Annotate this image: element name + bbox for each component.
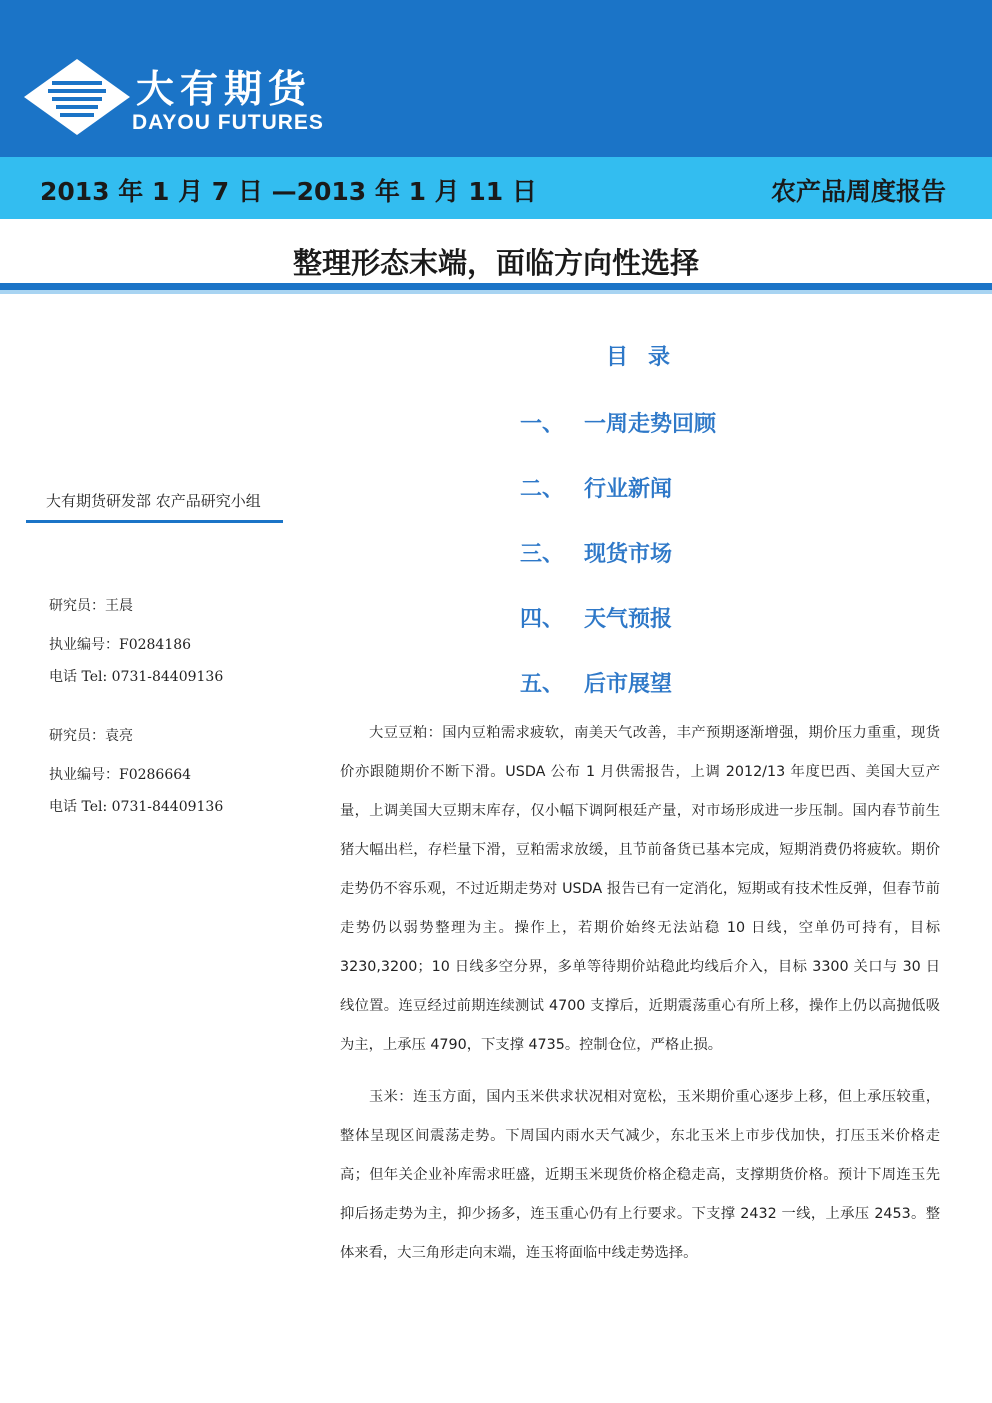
title-divider-light [0,290,992,294]
researcher-phone: 电话 Tel: 0731-84409136 [49,799,224,815]
toc-item-label: 一周走势回顾 [584,412,717,437]
toc-item[interactable] [520,602,672,633]
toc-item-label: 天气预报 [584,607,673,632]
toc-item-number: 一、 [520,412,565,437]
researcher-license: 执业编号：F0286664 [49,767,192,783]
title-divider [0,283,992,290]
toc-item[interactable] [520,537,672,568]
toc-item[interactable] [520,472,672,503]
toc-item[interactable] [520,407,716,438]
toc-item-number: 五、 [520,672,565,697]
logo-english-name: DAYOU FUTURES [132,111,324,134]
department-divider [26,520,283,523]
toc-item-label: 后市展望 [584,672,673,697]
toc-item[interactable] [520,667,672,698]
toc-item-label: 现货市场 [584,542,673,567]
soybean-analysis-paragraph: 大豆豆粕：国内豆粕需求疲软，南美天气改善，丰产预期逐渐增强，期价压力重重，现货价亦跟随期价不断下滑。USDA 公布 1 月供需报告，上调 2012/13 年度巴西、美国大豆产量，上调美国大豆期末库存，仅小幅下调阿根廷产量，对市场形成进一步压制。国内春节前生猪大幅出栏，存栏量下滑，豆粕需求放缓，且节前备货已基本完成，短期消费仍将疲软。期价走势仍不容乐观，不过近期走势对 USDA 报告已有一定消化，短期或有技术性反弹，但春节前走势仍以弱势整理为主。操作上，若期价始终无法站稳 10 日线，空单仍可持有，目标 3230,3200；10 日线多空分界，多单等待期价站稳此均线后介入，目标 3300 关口与 30 日线位置。连豆经过前期连续测试 4700 支撑后，近期震荡重心有所上移，操作上仍以高抛低吸为主，上承压 4790，下支撑 4735。控制仓位，严格止损。 [340,725,940,1053]
researcher-phone: 电话 Tel: 0731-84409136 [49,669,224,685]
report-date-range: 2013 年 1 月 7 日 —2013 年 1 月 11 日 [40,177,537,206]
toc-title: 目录 [606,345,691,370]
researcher-name: 研究员：王晨 [49,598,133,614]
report-title: 整理形态末端，面临方向性选择 [292,246,699,280]
toc-item-label: 行业新闻 [584,477,673,502]
department-label: 大有期货研发部 农产品研究小组 [46,492,261,510]
company-logo-icon [22,57,132,137]
corn-analysis-paragraph: 玉米：连玉方面，国内玉米供求状况相对宽松，玉米期价重心逐步上移，但上承压较重，整体呈现区间震荡走势。下周国内雨水天气减少，东北玉米上市步伐加快，打压玉米价格走高；但年关企业补库需求旺盛，近期玉米现货价格企稳走高，支撑期货价格。预计下周连玉先抑后扬走势为主，抑少扬多，连玉重心仍有上行要求。下支撑 2432 一线，上承压 2453。整体来看，大三角形走向末端，连玉将面临中线走势选择。 [340,1089,940,1261]
report-type-label: 农产品周度报告 [770,177,946,206]
toc-item-number: 四、 [520,607,565,632]
researcher-name: 研究员：袁亮 [49,728,133,744]
toc-item-number: 二、 [520,477,565,502]
researcher-license: 执业编号：F0284186 [49,637,192,653]
logo-chinese-name: 大有期货 [136,67,313,111]
toc-item-number: 三、 [520,542,565,567]
